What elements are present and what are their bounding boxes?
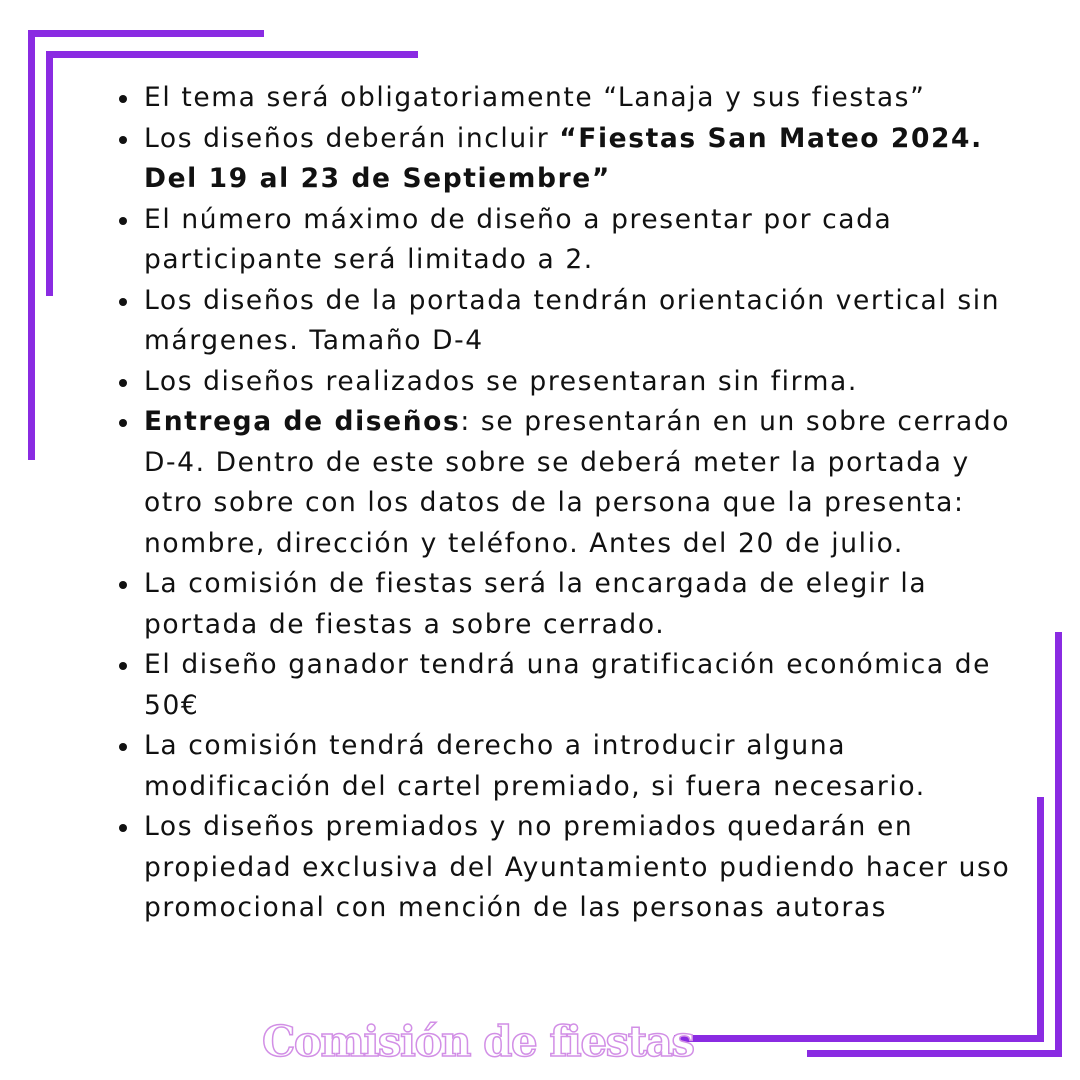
frame-top-left-inner-vertical (46, 51, 53, 296)
frame-bottom-right-inner-vertical (1037, 797, 1044, 1042)
rules-list (112, 78, 1022, 929)
rule-item-prize: El diseño ganador tendrá una gratificación económica de 50€ (112, 645, 1022, 726)
frame-bottom-right-outer-vertical (1055, 632, 1062, 1057)
frame-bottom-right-inner-horizontal (674, 1035, 1044, 1042)
rule-item-topic: El tema será obligatoriamente “Lanaja y sus fiestas” (112, 78, 1022, 119)
rule-item-ownership: Los diseños premiados y no premiados quedarán en propiedad exclusiva del Ayuntamiento pudiendo hacer uso promocional con mención de las personas autoras (112, 807, 1022, 929)
rule-item-orientation: Los diseños de la portada tendrán orientación vertical sin márgenes. Tamaño D-4 (112, 281, 1022, 362)
required-text-bold: “Fiestas San Mateo 2024. Del 19 al 23 de Septiembre” (144, 122, 983, 194)
delivery-heading-bold: Entrega de diseños (144, 406, 461, 437)
rule-item-selection: La comisión de fiestas será la encargada de elegir la portada de fiestas a sobre cerrado. (112, 564, 1022, 645)
rule-item-modification: La comisión tendrá derecho a introducir alguna modificación del cartel premiado, si fuera necesario. (112, 726, 1022, 807)
rule-item-max-designs: El número máximo de diseño a presentar por cada participante será limitado a 2. (112, 200, 1022, 281)
rules-content (112, 78, 1022, 929)
rule-item-delivery: Entrega de diseños: se presentarán en un sobre cerrado D-4. Dentro de este sobre se deberá meter la portada y otro sobre con los datos de la persona que la presenta: nombre, dirección y teléfono. Antes del 20 de julio. (112, 402, 1022, 564)
frame-top-left-inner-horizontal (46, 51, 418, 58)
signature-text: Comisión de fiestas (262, 1017, 694, 1066)
frame-top-left-outer-horizontal (28, 30, 264, 37)
rule-item-required-text: Los diseños deberán incluir “Fiestas San Mateo 2024. Del 19 al 23 de Septiembre” (112, 119, 1022, 200)
frame-bottom-right-outer-horizontal (807, 1050, 1062, 1057)
rule-item-no-signature: Los diseños realizados se presentaran sin firma. (112, 362, 1022, 403)
frame-top-left-outer-vertical (28, 30, 35, 460)
